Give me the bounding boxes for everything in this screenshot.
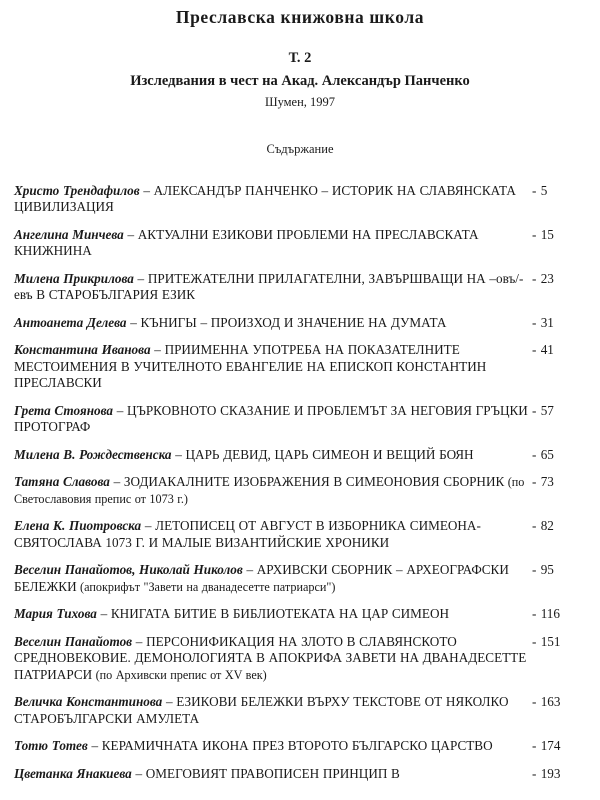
toc-entry-text (14, 271, 528, 304)
toc-entry-author: Величка Константинова (14, 694, 163, 710)
toc-entry-page-number: - 65 (532, 446, 554, 462)
toc-entry-title: КЕРАМИЧНАТА ИКОНА ПРЕЗ ВТОРОТО БЪЛГАРСКО ЦАРСТВО (101, 738, 493, 754)
toc-entry[interactable] (14, 606, 584, 623)
toc-entry-page-number: - 163 (532, 694, 561, 710)
toc-entry-title: КНИГАТА БИТИЕ В БИБЛИОТЕКАТА НА ЦАР СИМЕОН (110, 606, 450, 622)
toc-entry-title: ПРИТЕЖАТЕЛНИ ПРИЛАГАТЕЛНИ, ЗАВЪРШВАЩИ НА –овъ/-евъ В СТАРОБЪЛГАРИЯ ЕЗИК (14, 270, 524, 303)
toc-entry-separator: – (123, 226, 138, 242)
toc-entry-text (14, 315, 528, 332)
toc-entry[interactable] (14, 315, 584, 332)
toc-entry-title: ЦЪРКОВНОТО СКАЗАНИЕ И ПРОБЛЕМЪТ ЗА НЕГОВИЯ ГРЪЦКИ ПРОТОГРАФ (14, 402, 528, 435)
toc-entry-author: Елена К. Пиотровска (14, 518, 142, 534)
toc-entry-title: ЛЕТОПИСЕЦ ОТ АВГУСТ В ИЗБОРНИКА СИМЕОНА-СВЯТОСЛАВА 1073 Г. И МАЛЫЕ ВИЗАНТИЙСКИЕ ХРОНИКИ (14, 518, 481, 550)
toc-entry[interactable] (14, 518, 584, 551)
toc-entry-title-note: (апокрифът "Завети на дванадесетте патриарси") (76, 579, 336, 594)
toc-entry-author: Константина Иванова (14, 342, 151, 358)
subtitle: Изследвания в чест на Акад. Александър Панченко (130, 73, 470, 90)
toc-entry-author: Милена В. Рождественска (14, 446, 172, 462)
toc-entry-page-number: - 151 (532, 633, 561, 649)
toc-entry-author: Грета Стоянова (14, 402, 114, 418)
toc-entry-author: Милена Прикрилова (14, 270, 134, 286)
toc-entry-text (14, 403, 528, 436)
toc-entry-title-note: (по Архивски препис от XV век) (92, 667, 267, 682)
toc-entry-separator: – (242, 562, 257, 578)
toc-entry-text (14, 183, 528, 216)
toc-entry-separator: – (171, 446, 186, 462)
toc-entry[interactable] (14, 271, 584, 304)
toc-entry-page-number: - 23 (532, 270, 554, 286)
volume-label: Т. 2 (288, 50, 312, 66)
toc-entry-text (14, 606, 528, 623)
toc-entry-page-number: - 57 (532, 402, 554, 418)
toc-entry[interactable] (14, 403, 584, 436)
toc-entry-author: Ангелина Минчева (14, 226, 124, 242)
toc-entry-page-number: - 174 (532, 738, 561, 754)
toc-entry-text (14, 738, 528, 755)
toc-entry-page-number: - 15 (532, 226, 554, 242)
toc-entry-title-note: (по Светославовия препис от 1073 г.) (14, 475, 525, 506)
toc-entry-separator: – (96, 606, 111, 622)
toc-entry-separator: – (132, 633, 147, 649)
toc-entry-title: ЦАРЬ ДЕВИД, ЦАРЬ СИМЕОН И ВЕЩИЙ БОЯН (185, 446, 474, 462)
page-title: Преславска книжовна школа (175, 7, 425, 27)
toc-entry-page-number: - 5 (532, 182, 548, 198)
toc-entry-separator: – (131, 765, 146, 781)
toc-entry-author: Тотю Тотев (14, 738, 88, 754)
toc-entry-title: КЪНИГЫ – ПРОИЗХОД И ЗНАЧЕНИЕ НА ДУМАТА (140, 314, 447, 330)
toc-entry-text (14, 227, 528, 260)
toc-entry[interactable] (14, 447, 584, 464)
toc-entry-text (14, 474, 528, 507)
toc-entry-text (14, 342, 528, 392)
toc-entry-title: АКТУАЛНИ ЕЗИКОВИ ПРОБЛЕМИ НА ПРЕСЛАВСКАТА КНИЖНИНА (14, 226, 479, 259)
toc-entry-page-number: - 41 (532, 342, 554, 358)
toc-entry-separator: – (109, 474, 124, 490)
toc-entry[interactable] (14, 694, 584, 727)
toc-entry-separator: – (141, 518, 156, 534)
toc-entry-author: Веселин Панайотов (14, 633, 133, 649)
toc-entry-text (14, 447, 528, 464)
toc-entry-page-number: - 116 (532, 606, 560, 622)
toc-entry-separator: – (113, 402, 128, 418)
toc-entry[interactable] (14, 562, 584, 595)
toc-entry-separator: – (126, 314, 141, 330)
toc-entry-title: ОМЕГОВИЯТ ПРАВОПИСЕН ПРИНЦИП В (145, 765, 400, 781)
toc-entry-separator: – (139, 182, 154, 198)
toc-entry[interactable] (14, 738, 584, 755)
toc-entry[interactable] (14, 227, 584, 260)
toc-entry[interactable] (14, 766, 584, 783)
toc-entry-author: Веселин Панайотов, Николай Николов (14, 562, 243, 578)
toc-entry-title: ЗОДИАКАЛНИТЕ ИЗОБРАЖЕНИЯ В СИМЕОНОВИЯ СБОРНИК (123, 474, 505, 490)
toc-entry-separator: – (162, 694, 177, 710)
table-of-contents (8, 183, 592, 783)
toc-entry-author: Мария Тихова (14, 606, 97, 622)
toc-entry-page-number: - 82 (532, 518, 554, 534)
toc-entry-page-number: - 73 (532, 474, 554, 490)
toc-entry-page-number: - 31 (532, 314, 554, 330)
toc-entry[interactable] (14, 474, 584, 507)
toc-entry-separator: – (87, 738, 102, 754)
toc-entry-author: Татяна Славова (14, 474, 110, 490)
toc-entry-title: АРХИВСКИ СБОРНИК – АРХЕОГРАФСКИ БЕЛЕЖКИ (14, 562, 509, 594)
toc-entry[interactable] (14, 634, 584, 684)
contents-heading: Съдържание (266, 141, 334, 156)
toc-entry-separator: – (150, 342, 165, 358)
toc-entry-title: ЕЗИКОВИ БЕЛЕЖКИ ВЪРХУ ТЕКСТОВЕ ОТ НЯКОЛКО СТАРОБЪЛГАРСКИ АМУЛЕТА (14, 694, 509, 726)
toc-entry-text (14, 766, 528, 783)
toc-entry-author: Антоанета Делева (14, 314, 127, 330)
toc-entry-text (14, 518, 528, 551)
toc-entry-title: ПРИИМЕННА УПОТРЕБА НА ПОКАЗАТЕЛНИТЕ МЕСТОИМЕНИЯ В УЧИТЕЛНОТО ЕВАНГЕЛИЕ НА ЕПИСКОП КОНСТАНТИН ПРЕСЛАВСКИ (14, 342, 487, 391)
toc-entry-page-number: - 193 (532, 765, 561, 781)
toc-entry-title: АЛЕКСАНДЪР ПАНЧЕНКО – ИСТОРИК НА СЛАВЯНСКАТА ЦИВИЛИЗАЦИЯ (14, 182, 516, 215)
toc-entry-page-number: - 95 (532, 562, 554, 578)
toc-entry[interactable] (14, 183, 584, 216)
toc-entry-text (14, 694, 528, 727)
toc-entry[interactable] (14, 342, 584, 392)
place-and-year: Шумен, 1997 (264, 94, 336, 109)
toc-entry-text (14, 562, 528, 595)
toc-entry-author: Цветанка Янакиева (14, 765, 132, 781)
toc-entry-separator: – (133, 270, 148, 286)
toc-entry-title: ПЕРСОНИФИКАЦИЯ НА ЗЛОТО В СЛАВЯНСКОТО СРЕДНОВЕКОВИЕ. ДЕМОНОЛОГИЯТА В АПОКРИФА ЗАВЕТИ НА ДВАНАДЕСЕТТЕ ПАТРИАРСИ (14, 633, 527, 682)
toc-entry-text (14, 634, 528, 684)
toc-entry-author: Христо Трендафилов (14, 182, 140, 198)
